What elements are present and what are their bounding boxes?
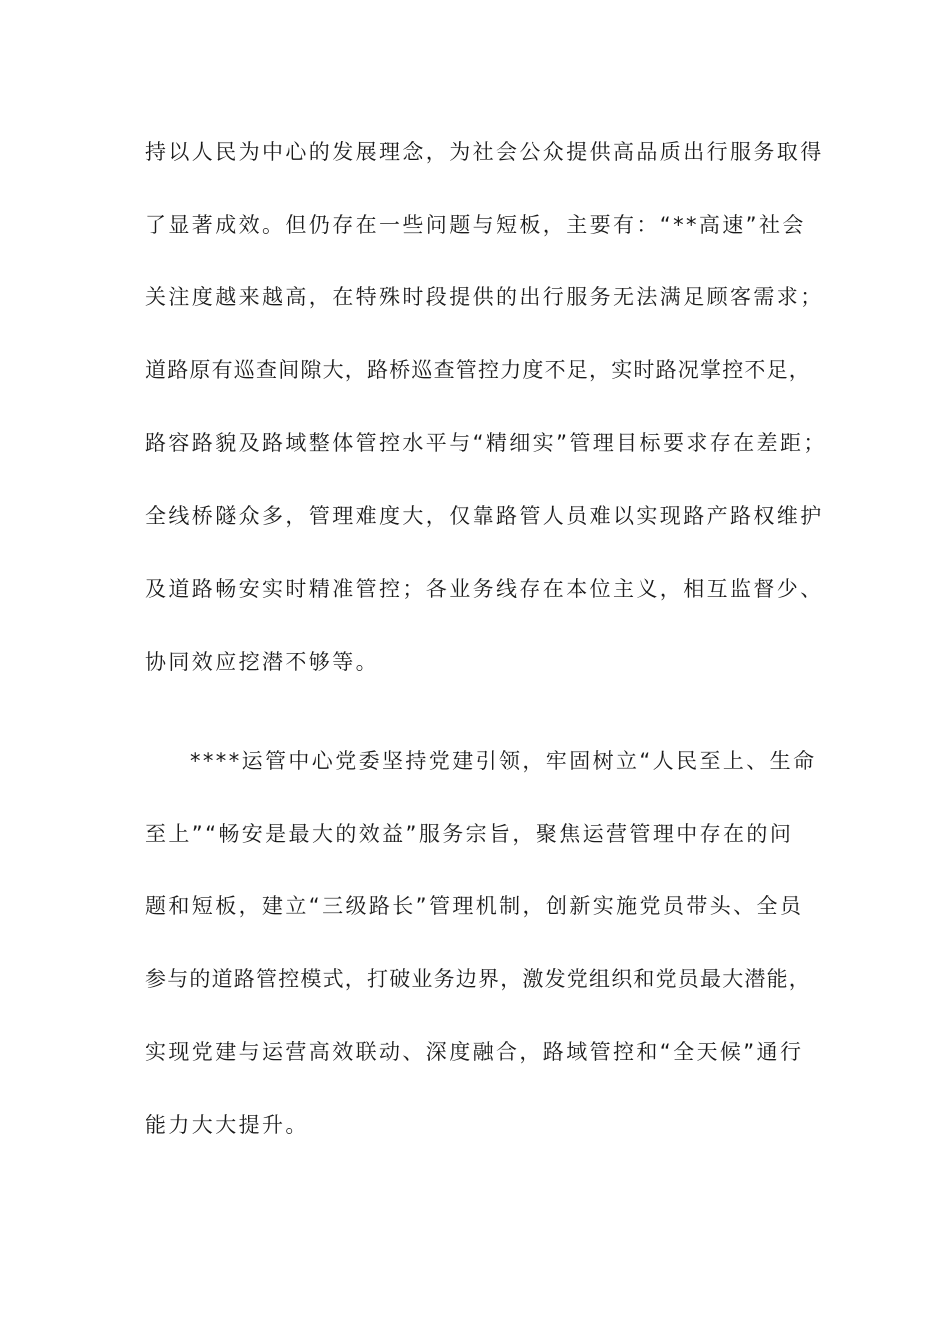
paragraph-line: 至上”“畅安是最大的效益”服务宗旨，聚焦运营管理中存在的问 — [145, 822, 794, 846]
paragraph-line: 持以人民为中心的发展理念，为社会公众提供高品质出行服务取得 — [145, 140, 824, 164]
paragraph-line: ****运管中心党委坚持党建引领，牢固树立“人民至上、生命 — [190, 749, 817, 773]
paragraph-line: 参与的道路管控模式，打破业务边界，激发党组织和党员最大潜能， — [145, 967, 811, 991]
paragraph-line: 协同效应挖潜不够等。 — [145, 650, 379, 674]
paragraph-line: 关注度越来越高，在特殊时段提供的出行服务无法满足顾客需求； — [145, 285, 824, 309]
paragraph-line: 路容路貌及路域整体管控水平与“精细实”管理目标要求存在差距； — [145, 431, 827, 455]
paragraph-line: 实现党建与运营高效联动、深度融合，路域管控和“全天候”通行 — [145, 1040, 804, 1064]
paragraph-line: 及道路畅安实时精准管控；各业务线存在本位主义，相互监督少、 — [145, 577, 824, 601]
paragraph-line: 题和短板，建立“三级路长”管理机制，创新实施党员带头、全员 — [145, 894, 804, 918]
paragraph-line: 全线桥隧众多，管理难度大，仅靠路管人员难以实现路产路权维护 — [145, 504, 824, 528]
paragraph-line: 能力大大提升。 — [145, 1113, 309, 1137]
paragraph-line: 道路原有巡查间隙大，路桥巡查管控力度不足，实时路况掌控不足， — [145, 358, 811, 382]
paragraph-line: 了显著成效。但仍存在一些问题与短板，主要有：“**高速”社会 — [145, 213, 806, 237]
